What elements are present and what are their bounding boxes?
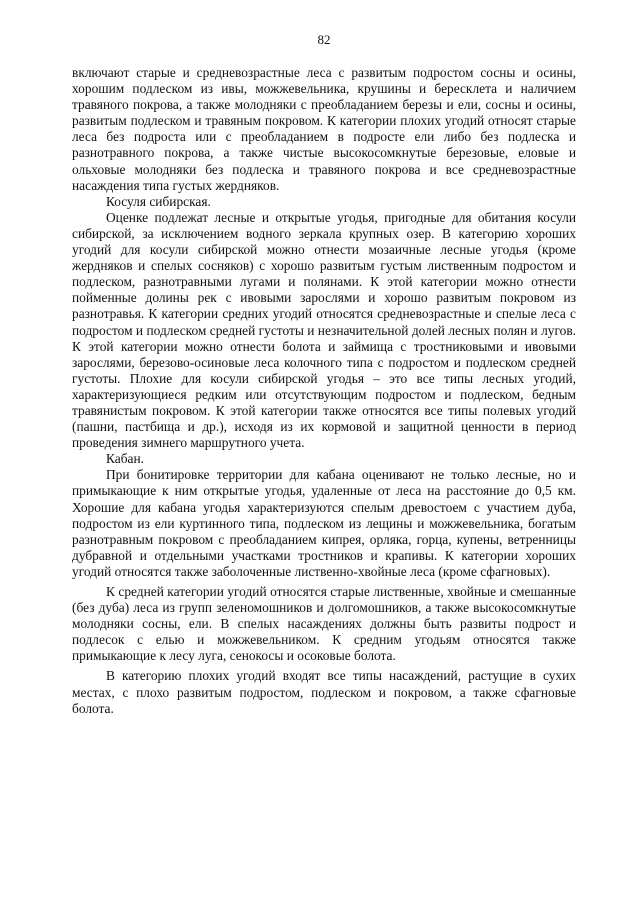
- paragraph-wild-boar-good: При бонитировке территории для кабана оценивают не только лесные, но и примыкающие к ним открытые угодья, удаленные от леса на расстояние до 0,5 км. Хорошие для кабана угодья характеризуются спелым древостоем с участием дуба, подростом из ели куртинного типа, подлеском из лещины и можжевельника, богатым разнотравным покровом с преобладанием кипрея, орляка, горца, купены, ветренницы дубравной и отдельными участками тростников и крапивы. К категории хороших угодий относятся также заболоченные лиственно-хвойные леса (кроме сфагновых).: [72, 467, 576, 579]
- paragraph-roe-deer-intro-continuation: включают старые и средневозрастные леса с развитым подростом сосны и осины, хорошим подлеском из ивы, можжевельника, крушины и бересклета и наличием травяного покрова, а также молодняки с преобладанием березы и ели, сосны и осины, развитым подлеском и травяным покровом. К категории плохих угодий относят старые леса без подроста или с преобладанием в подросте ели либо без подлеска и разнотравного покрова, а также чистые высокосомкнутые березовые, еловые и ольховые молодняки без подлеска и травяного покрова и все средневозрастные насаждения типа густых жердняков.: [72, 65, 576, 193]
- document-body: [72, 65, 576, 717]
- paragraph-siberian-roe-deer: Оценке подлежат лесные и открытые угодья, пригодные для обитания косули сибирской, за исключением водного зеркала крупных озер. В категорию хороших угодий для косули сибирской можно отнести мозаичные лесные угодья (кроме жердняков и спелых сосняков) с хорошо развитым густым лиственным подростом и подлеском, разнотравными лугами и полянами. К этой категории можно отнести пойменные долины рек с ивовыми зарослями и хорошо развитым покровом из разнотравья. К категории средних угодий относятся средневозрастные и спелые леса с подростом и подлеском средней густоты и незначительной долей лесных полян и лугов. К этой категории можно отнести болота и займища с тростниковыми и ивовыми зарослями, березово-осиновые леса колочного типа с подростом и подлеском средней густоты. Плохие для косули сибирской угодья – это все типы лесных угодий, характеризующиеся редким или отсутствующим подростом и подлеском, бедным травянистым покровом. К этой категории также относятся все типы полевых угодий (пашни, пастбища и др.), исходя из их кормовой и защитной ценности в период проведения зимнего маршрутного учета.: [72, 209, 576, 451]
- section-heading-siberian-roe-deer: Косуля сибирская.: [106, 193, 211, 209]
- paragraph-wild-boar-medium: К средней категории угодий относятся старые лиственные, хвойные и смешанные (без дуба) леса из групп зеленомошников и долгомошников, а также высокосомкнутые молодняки сосны, ели. В спелых насаждениях должны быть развиты подрост и подлесок с елью и можжевельником. К средним угодьям относятся также примыкающие к лесу луга, сенокосы и осоковые болота.: [72, 584, 576, 664]
- section-heading-wild-boar: Кабан.: [106, 451, 144, 467]
- page-number: 82: [317, 32, 331, 47]
- document-page: [72, 0, 576, 905]
- paragraph-wild-boar-poor: В категорию плохих угодий входят все типы насаждений, растущие в сухих местах, с плохо развитым подростом, подлеском и покровом, а также сфагновые болота.: [72, 668, 576, 716]
